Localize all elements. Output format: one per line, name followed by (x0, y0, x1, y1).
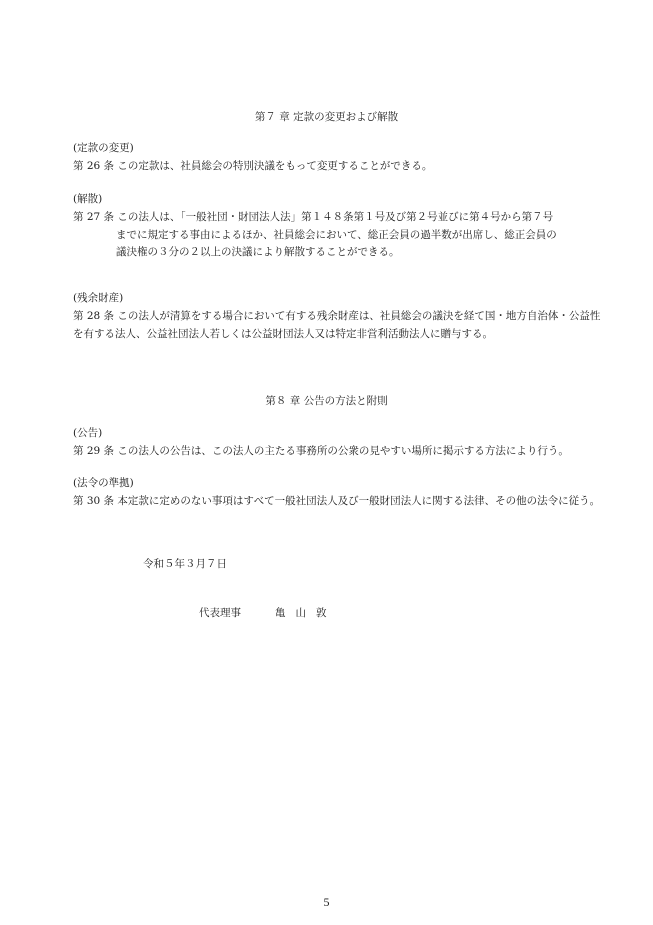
article-26-caption: (定款の変更) (73, 142, 134, 154)
signatory-name-char-3: 敦 (316, 607, 327, 619)
page-number: 5 (323, 895, 330, 909)
article-30-caption: (法令の準拠) (73, 477, 134, 489)
signatory-name-char-1: 亀 (275, 607, 286, 619)
article-28-text-line-2: を有する法人、公益社団法人若しくは公益財団法人又は特定非営利活動法人に贈与する。 (73, 328, 493, 340)
article-27-caption: (解散) (73, 193, 103, 205)
article-29-caption: (公告) (73, 427, 103, 439)
signatory-name-char-2: 山 (295, 607, 306, 619)
article-29-text: 第 29 条 この法人の公告は、この法人の主たる事務所の公衆の見やすい場所に掲示する方法により行う。 (73, 445, 569, 457)
article-28-text-line-1: 第 28 条 この法人が清算をする場合において有する残余財産は、社員総会の議決を経て国・地方自治体・公益性 (73, 310, 601, 322)
article-27-text-line-3: 議決権の３分の２以上の決議により解散することができる。 (116, 246, 400, 258)
chapter-8-heading: 第８ 章 公告の方法と附則 (265, 395, 388, 407)
enactment-date: 令和５年３月７日 (143, 558, 227, 570)
signature-block (199, 606, 327, 620)
article-26-text: 第 26 条 この定款は、社員総会の特別決議をもって変更することができる。 (73, 160, 433, 172)
article-30-text: 第 30 条 本定款に定めのない事項はすべて一般社団法人及び一般財団法人に関する法律、その他の法令に従う。 (73, 495, 601, 507)
article-27-text-line-1: 第 27 条 この法人は、「一般社団・財団法人法」第１４８条第１号及び第２号並びに第４号から第７号 (73, 211, 554, 223)
signatory-title: 代表理事 (199, 607, 241, 619)
article-28-caption: (残余財産) (73, 292, 124, 304)
chapter-7-heading: 第７ 章 定款の変更および解散 (254, 111, 399, 123)
article-27-text-line-2: までに規定する事由によるほか、社員総会において、総正会員の過半数が出席し、総正会員の (116, 229, 557, 241)
